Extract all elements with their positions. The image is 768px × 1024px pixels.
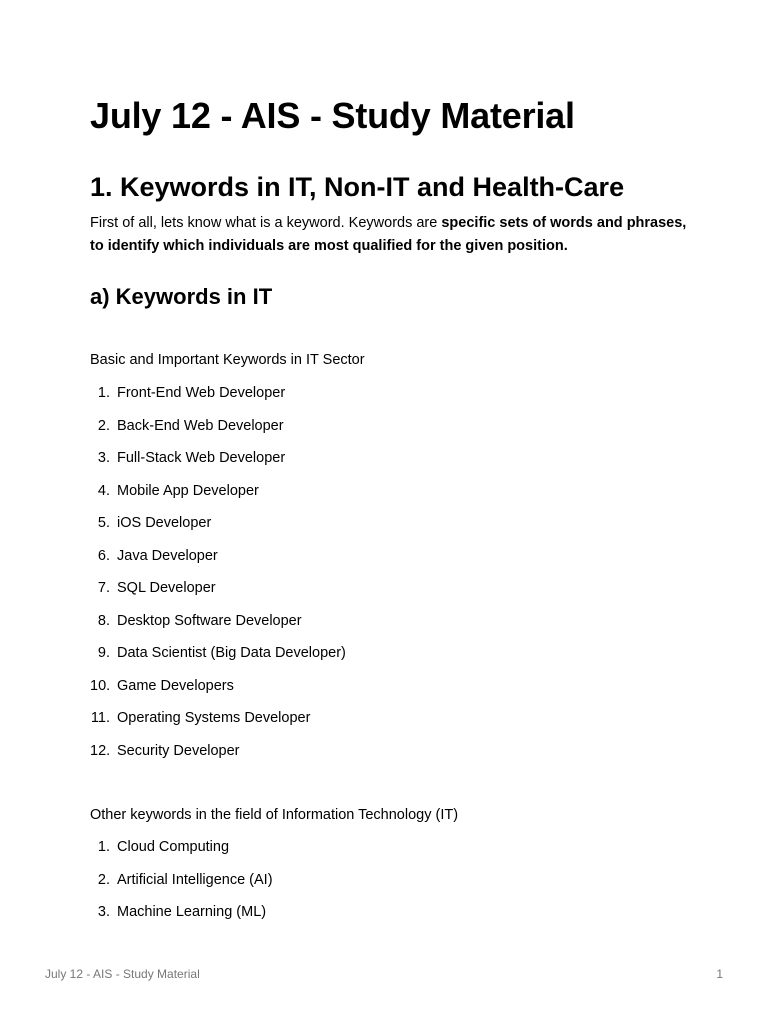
- list-item-number: 12.: [90, 742, 111, 759]
- list-item-text: Artificial Intelligence (AI): [117, 871, 273, 888]
- section-heading: 1. Keywords in IT, Non-IT and Health-Care: [90, 172, 625, 202]
- footer-title: July 12 - AIS - Study Material: [45, 967, 200, 981]
- list-item: [90, 448, 346, 481]
- intro-plain-text: First of all, lets know what is a keyword. Keywords are: [90, 215, 442, 231]
- list-item-number: 2.: [97, 871, 110, 888]
- other-keywords-list: [90, 837, 273, 935]
- list-item-number: 7.: [97, 580, 110, 596]
- list-item-text: Data Scientist (Big Data Developer): [117, 645, 346, 661]
- basic-keywords-list: [90, 383, 346, 773]
- list-item: [90, 383, 346, 416]
- list-item-number: 1.: [97, 385, 110, 401]
- list-item-text: Full-Stack Web Developer: [117, 450, 286, 466]
- list-item: [90, 902, 273, 935]
- list-item-text: Desktop Software Developer: [117, 612, 302, 629]
- list-item-text: iOS Developer: [117, 515, 212, 531]
- list-item-text: Operating Systems Developer: [117, 710, 311, 726]
- basic-list-intro: Basic and Important Keywords in IT Sector: [90, 352, 365, 368]
- list-item: [90, 416, 346, 449]
- list-item: [90, 870, 273, 903]
- other-list-intro: Other keywords in the field of Information Technology (IT): [90, 807, 459, 823]
- intro-paragraph: [90, 212, 690, 258]
- list-item-number: 6.: [97, 547, 110, 564]
- list-item-text: Mobile App Developer: [117, 482, 259, 499]
- list-item-number: 9.: [97, 645, 110, 661]
- document-title: July 12 - AIS - Study Material: [90, 95, 575, 136]
- list-item-text: Back-End Web Developer: [117, 417, 284, 434]
- list-item-text: Java Developer: [117, 547, 218, 564]
- list-item-text: Front-End Web Developer: [117, 385, 286, 401]
- list-item-text: Machine Learning (ML): [117, 904, 267, 920]
- list-item: [90, 546, 346, 579]
- list-item: [90, 481, 346, 514]
- list-item-number: 10.: [90, 677, 111, 694]
- list-item: [90, 611, 346, 644]
- list-item: [90, 708, 346, 741]
- list-item: [90, 513, 346, 546]
- list-item: [90, 643, 346, 676]
- list-item-number: 11.: [90, 710, 110, 726]
- list-item: [90, 837, 273, 870]
- list-item: [90, 741, 346, 774]
- footer-page-number: 1: [716, 967, 723, 981]
- list-item-number: 5.: [97, 515, 110, 531]
- list-item-number: 3.: [97, 450, 110, 466]
- list-item: [90, 676, 346, 709]
- list-item-number: 2.: [97, 417, 110, 434]
- list-item-text: Game Developers: [117, 677, 234, 694]
- list-item-number: 8.: [97, 612, 110, 629]
- list-item-number: 4.: [97, 482, 110, 499]
- list-item-text: Security Developer: [117, 742, 240, 759]
- subsection-heading: a) Keywords in IT: [90, 284, 273, 309]
- list-item-text: SQL Developer: [117, 580, 216, 596]
- list-item-number: 3.: [97, 904, 110, 920]
- list-item-text: Cloud Computing: [117, 839, 230, 855]
- intro-bold-text: specific sets of words and phrases, to identify which individuals are most qualified for the given position.: [90, 215, 687, 254]
- list-item-number: 1.: [97, 839, 110, 855]
- list-item: [90, 578, 346, 611]
